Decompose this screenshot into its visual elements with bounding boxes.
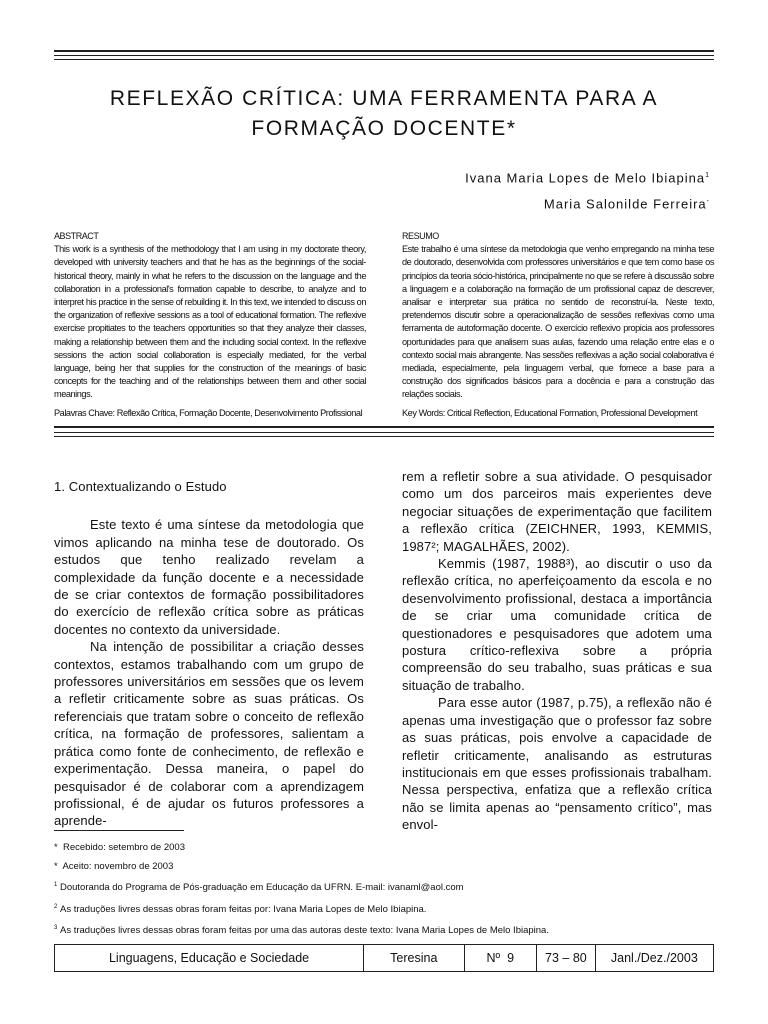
section-heading: 1. Contextualizando o Estudo xyxy=(54,479,227,494)
footnote-mark: 1 xyxy=(54,882,58,889)
title-line-2: FORMAÇÃO DOCENTE* xyxy=(251,117,517,140)
footnote-mark: 3 xyxy=(54,925,58,932)
footer-number-label: Nº xyxy=(486,951,501,965)
author-2-name: Maria Salonilde Ferreira xyxy=(543,196,707,212)
body-paragraph: Este texto é uma síntese da metodologia que vimos aplicando na minha tese de doutorado. Os estudos que tenho realizado revelam a complexidade da função docente e a necessidade de se criar contextos de formação possibilitadores do exercício de reflexão crítica sobre as práticas docentes no contexto da universidade. xyxy=(54,517,364,637)
footer-city: Teresina xyxy=(364,945,464,971)
body-right-column xyxy=(402,468,712,834)
top-rule xyxy=(54,50,714,52)
abstract-heading: ABSTRACT xyxy=(54,231,99,241)
footnote-text: As traduções livres dessas obras foram feitas por uma das autoras deste texto: Ivana Maria Lopes de Melo Ibiapina. xyxy=(59,925,549,937)
body-left-column xyxy=(54,468,364,830)
title-line-1: REFLEXÃO CRÍTICA: UMA FERRAMENTA PARA A xyxy=(109,87,659,110)
abstract-keywords: Palavras Chave: Reflexão Crítica, Formação Docente, Desenvolvimento Profissional xyxy=(54,407,363,418)
body-paragraph: Para esse autor (1987, p.75), a reflexão não é apenas uma investigação que o professor faz sobre as suas práticas, pois envolve a capacidade de refletir criticamente, analisando as estruturas institucionais em que esses profissionais trabalham. Nessa perspectiva, enfatiza que a reflexão crítica não se limita apenas ao “pensamento crítico”, mas envol- xyxy=(402,695,712,833)
body-paragraph: rem a refletir sobre a sua atividade. O pesquisador como um dos parceiros mais experientes deve negociar situações de experimentação que facilitem a reflexão crítica (ZEICHNER, 1993, KEMMIS, 1987²; MAGALHÃES, 2002). xyxy=(402,469,712,554)
footnote-text: Recebido: setembro de 2003 xyxy=(62,842,185,853)
top-rule-thin-2 xyxy=(54,59,714,60)
author-2 xyxy=(465,190,710,216)
footer-journal: Linguagens, Educação e Sociedade xyxy=(55,945,364,971)
footnote-text: As traduções livres dessas obras foram feitas por: Ivana Maria Lopes de Melo Ibiapina. xyxy=(59,903,427,915)
footnote-mark: * xyxy=(54,842,58,853)
footnote-mark: * xyxy=(54,861,58,873)
abstract-text: This work is a synthesis of the methodology that I am using in my doctorate theory, developed with university teachers and that he has as the beginnings of the social-historical theory, mainly in what he refers to the discussion on the language and the collaboration in a professional's formation capable to describe, to analyze and to interpret his practice in the sense of rebuilding it. In this text, we intended to discuss on the organization of reflexive sessions as a tool of educational formation. The reflexive exercise propitiates to the teachers opportunities so that they analyze their classes, making a relationship between them and the including social context. In the reflexive sessions the action social collaboration is especially mediated, for the verbal language, being her that supplies for the construction of the meanings of basic concepts for the teaching and of the relationships between them and other social meanings. xyxy=(54,244,366,400)
footer-table xyxy=(54,944,714,972)
footer-date: Janl./Dez./2003 xyxy=(610,951,698,965)
resumo-keywords: Key Words: Critical Reflection, Educational Formation, Professional Development xyxy=(402,407,698,418)
footnote xyxy=(54,898,714,919)
resumo-heading: RESUMO xyxy=(402,231,439,241)
footnote-text: Aceito: novembro de 2003 xyxy=(62,861,174,873)
abstract-bottom-rule-thin xyxy=(54,432,714,433)
abstract-column xyxy=(54,230,366,420)
footnotes xyxy=(54,838,714,940)
resumo-column xyxy=(402,230,714,420)
author-2-sup: - xyxy=(706,198,710,206)
footnote xyxy=(54,876,714,897)
footnote xyxy=(54,838,714,857)
footer-pages: 73 – 80 xyxy=(537,945,596,971)
top-rule-thin xyxy=(54,55,714,56)
author-1-sup: 1 xyxy=(705,172,710,179)
footer-number-value: 9 xyxy=(507,951,515,965)
body-paragraph: Kemmis (1987, 1988³), ao discutir o uso da reflexão crítica, no aperfeiçoamento da escola e no desenvolvimento profissional, destaca a importância de se criar uma comunidade crítica de questionadores e pesquisadores que adotem uma postura crítico-reflexiva sobre a própria compreensão do seu trabalho, suas práticas e sua situação de trabalho. xyxy=(402,556,712,693)
abstract-bottom-rule xyxy=(54,426,714,428)
authors-block xyxy=(465,164,710,217)
footnote-rule xyxy=(54,830,184,831)
author-1-name: Ivana Maria Lopes de Melo Ibiapina xyxy=(465,170,706,186)
abstract-bottom-rule-thin-2 xyxy=(54,436,714,437)
footnote xyxy=(54,919,714,940)
footnote xyxy=(54,857,714,876)
resumo-text: Este trabalho é uma síntese da metodologia que venho empregando na minha tese de doutorado, desenvolvida com professores universitários e que tem como base os princípios da teoria sócio-histórica, principalmente no que se refere à discussão sobre a linguagem e a colaboração na formação de um profissional capaz de descrever, analisar e interpretar sua prática no sentido de reconstruí-la. Neste texto, pretendemos discutir sobre a operacionalização de sessões reflexivas como uma ferramenta de autoformação docente. O exercício reflexivo propicia aos professores oportunidades para que analisem suas aulas, fazendo uma relação entre elas e o contexto social mais abrangente. Nas sessões reflexivas a ação social colaborativa é mediada, especialmente, pela linguagem verbal, que fornece a base para a construção dos significados básicos para a docência e para a construção das relações sociais. xyxy=(402,244,714,400)
article-title xyxy=(54,84,714,144)
body-paragraph: Na intenção de possibilitar a criação desses contextos, estamos trabalhando com um grupo de professores universitários em sessões que os levem a refletir criticamente sobre as suas práticas. Os referenciais que tratam sobre o conceito de reflexão crítica, na formação de professores, salientam a prática como fonte de conhecimento, de reflexão e experimentação. Dessa maneira, o papel do pesquisador é de colaborar com a aprendizagem profissional, é de ajudar os futuros professores a aprende- xyxy=(54,639,364,829)
footnote-mark: 2 xyxy=(54,903,58,910)
footnote-text: Doutoranda do Programa de Pós-graduação em Educação da UFRN. E-mail: ivanaml@aol.com xyxy=(59,882,464,894)
footer-number xyxy=(465,945,538,971)
author-1 xyxy=(465,164,710,190)
